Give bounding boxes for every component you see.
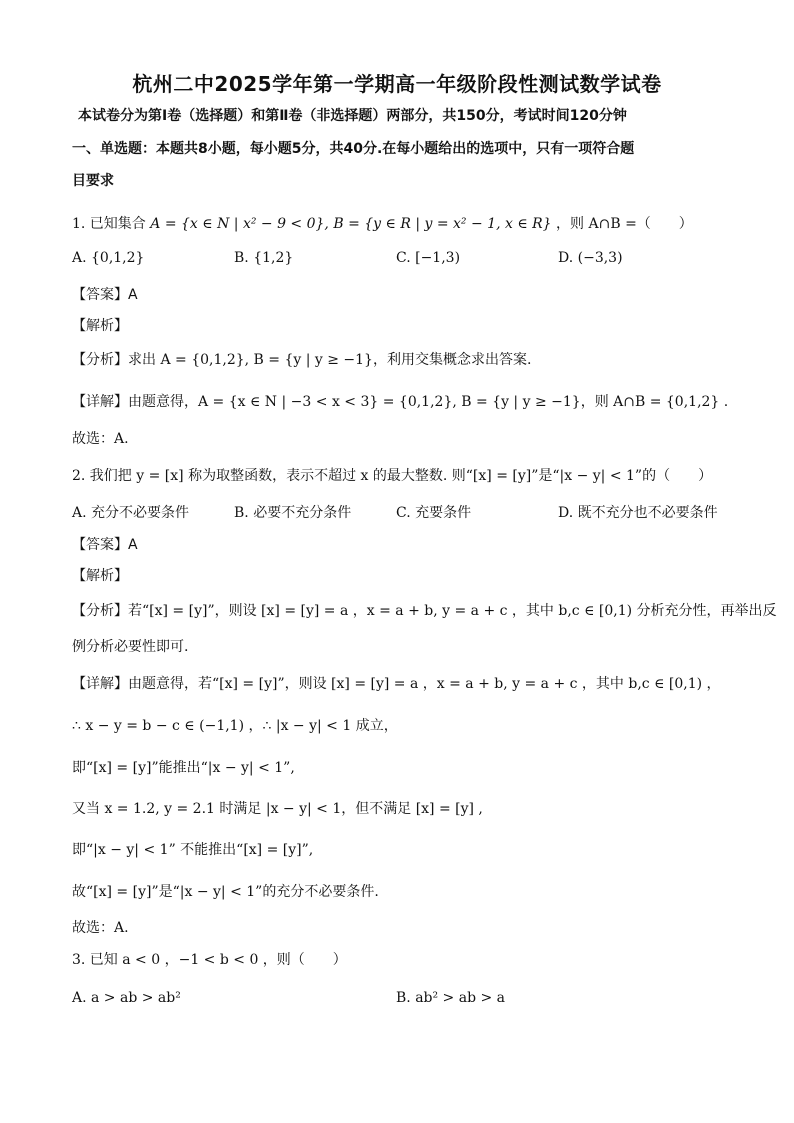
question-3-stem: 3. 已知 a < 0 ，−1 < b < 0 ，则（ ） (72, 952, 347, 968)
q2-detail-5: 即“|x − y| < 1” 不能推出“[x] = [y]”, (72, 842, 314, 858)
q3-option-a: A. a > ab > ab² (72, 990, 181, 1006)
section-heading: 一、单选题：本题共8小题，每小题5分，共40分.在每小题给出的选项中，只有一项符合题 (72, 141, 635, 157)
page-title: 杭州二中2025学年第一学期高一年级阶段性测试数学试卷 (132, 72, 662, 96)
question-1-prefix: 1. 已知集合 (72, 216, 146, 232)
q2-answer: 【答案】A (72, 537, 138, 553)
exam-intro: 本试卷分为第Ⅰ卷（选择题）和第Ⅱ卷（非选择题）两部分，共150分，考试时间120分钟 (78, 108, 627, 124)
q1-fenxi: 【分析】求出 A = {0,1,2}, B = {y | y ≥ −1}，利用交集概念求出答案. (72, 352, 532, 368)
q2-analysis-tag: 【解析】 (72, 568, 128, 584)
q2-choose: 故选：A. (72, 920, 129, 936)
q2-option-a: A. 充分不必要条件 (72, 505, 190, 521)
q1-choose: 故选：A. (72, 431, 129, 447)
question-1-suffix: ，则 A∩B =（ ） (556, 216, 693, 232)
q2-fenxi-1: 【分析】若“[x] = [y]”，则设 [x] = [y] = a ，x = a + b, y = a + c ，其中 b,c ∈ [0,1) 分析充分性，再举出反 (72, 603, 777, 619)
question-1-stem (72, 214, 693, 234)
q1-detail: 【详解】由题意得，A = {x ∈ N | −3 < x < 3} = {0,1,2}, B = {y | y ≥ −1}，则 A∩B = {0,1,2} . (72, 394, 729, 410)
q1-answer: 【答案】A (72, 287, 138, 303)
q1-option-c: C. [−1,3) (396, 250, 461, 266)
q2-option-d: D. 既不充分也不必要条件 (558, 505, 718, 521)
q2-option-c: C. 充要条件 (396, 505, 472, 521)
q1-analysis-tag: 【解析】 (72, 318, 128, 334)
question-2-stem: 2. 我们把 y = [x] 称为取整函数，表示不超过 x 的最大整数. 则“[x] = [y]”是“|x − y| < 1”的（ ） (72, 468, 713, 484)
q1-option-d: D. (−3,3) (558, 250, 623, 266)
q1-option-a: A. {0,1,2} (72, 250, 145, 266)
q2-detail-4: 又当 x = 1.2, y = 2.1 时满足 |x − y| < 1，但不满足 [x] = [y] , (72, 801, 483, 817)
q3-option-b: B. ab² > ab > a (396, 990, 506, 1006)
q1-option-b: B. {1,2} (234, 250, 294, 266)
question-1-sets: A = {x ∈ N | x² − 9 < 0}, B = {y ∈ R | y = x² − 1, x ∈ R} (150, 216, 552, 232)
q2-detail-6: 故“[x] = [y]”是“|x − y| < 1”的充分不必要条件. (72, 884, 379, 900)
q2-detail-2: ∴ x − y = b − c ∈ (−1,1) ，∴ |x − y| < 1 成立， (72, 718, 398, 734)
q2-option-b: B. 必要不充分条件 (234, 505, 352, 521)
q2-detail-1: 【详解】由题意得，若“[x] = [y]”，则设 [x] = [y] = a ，x = a + b, y = a + c ，其中 b,c ∈ [0,1) ， (72, 676, 721, 692)
q2-detail-3: 即“[x] = [y]”能推出“|x − y| < 1”, (72, 760, 295, 776)
section-heading-cont: 目要求 (72, 173, 114, 189)
q2-fenxi-2: 例分析必要性即可. (72, 639, 189, 655)
